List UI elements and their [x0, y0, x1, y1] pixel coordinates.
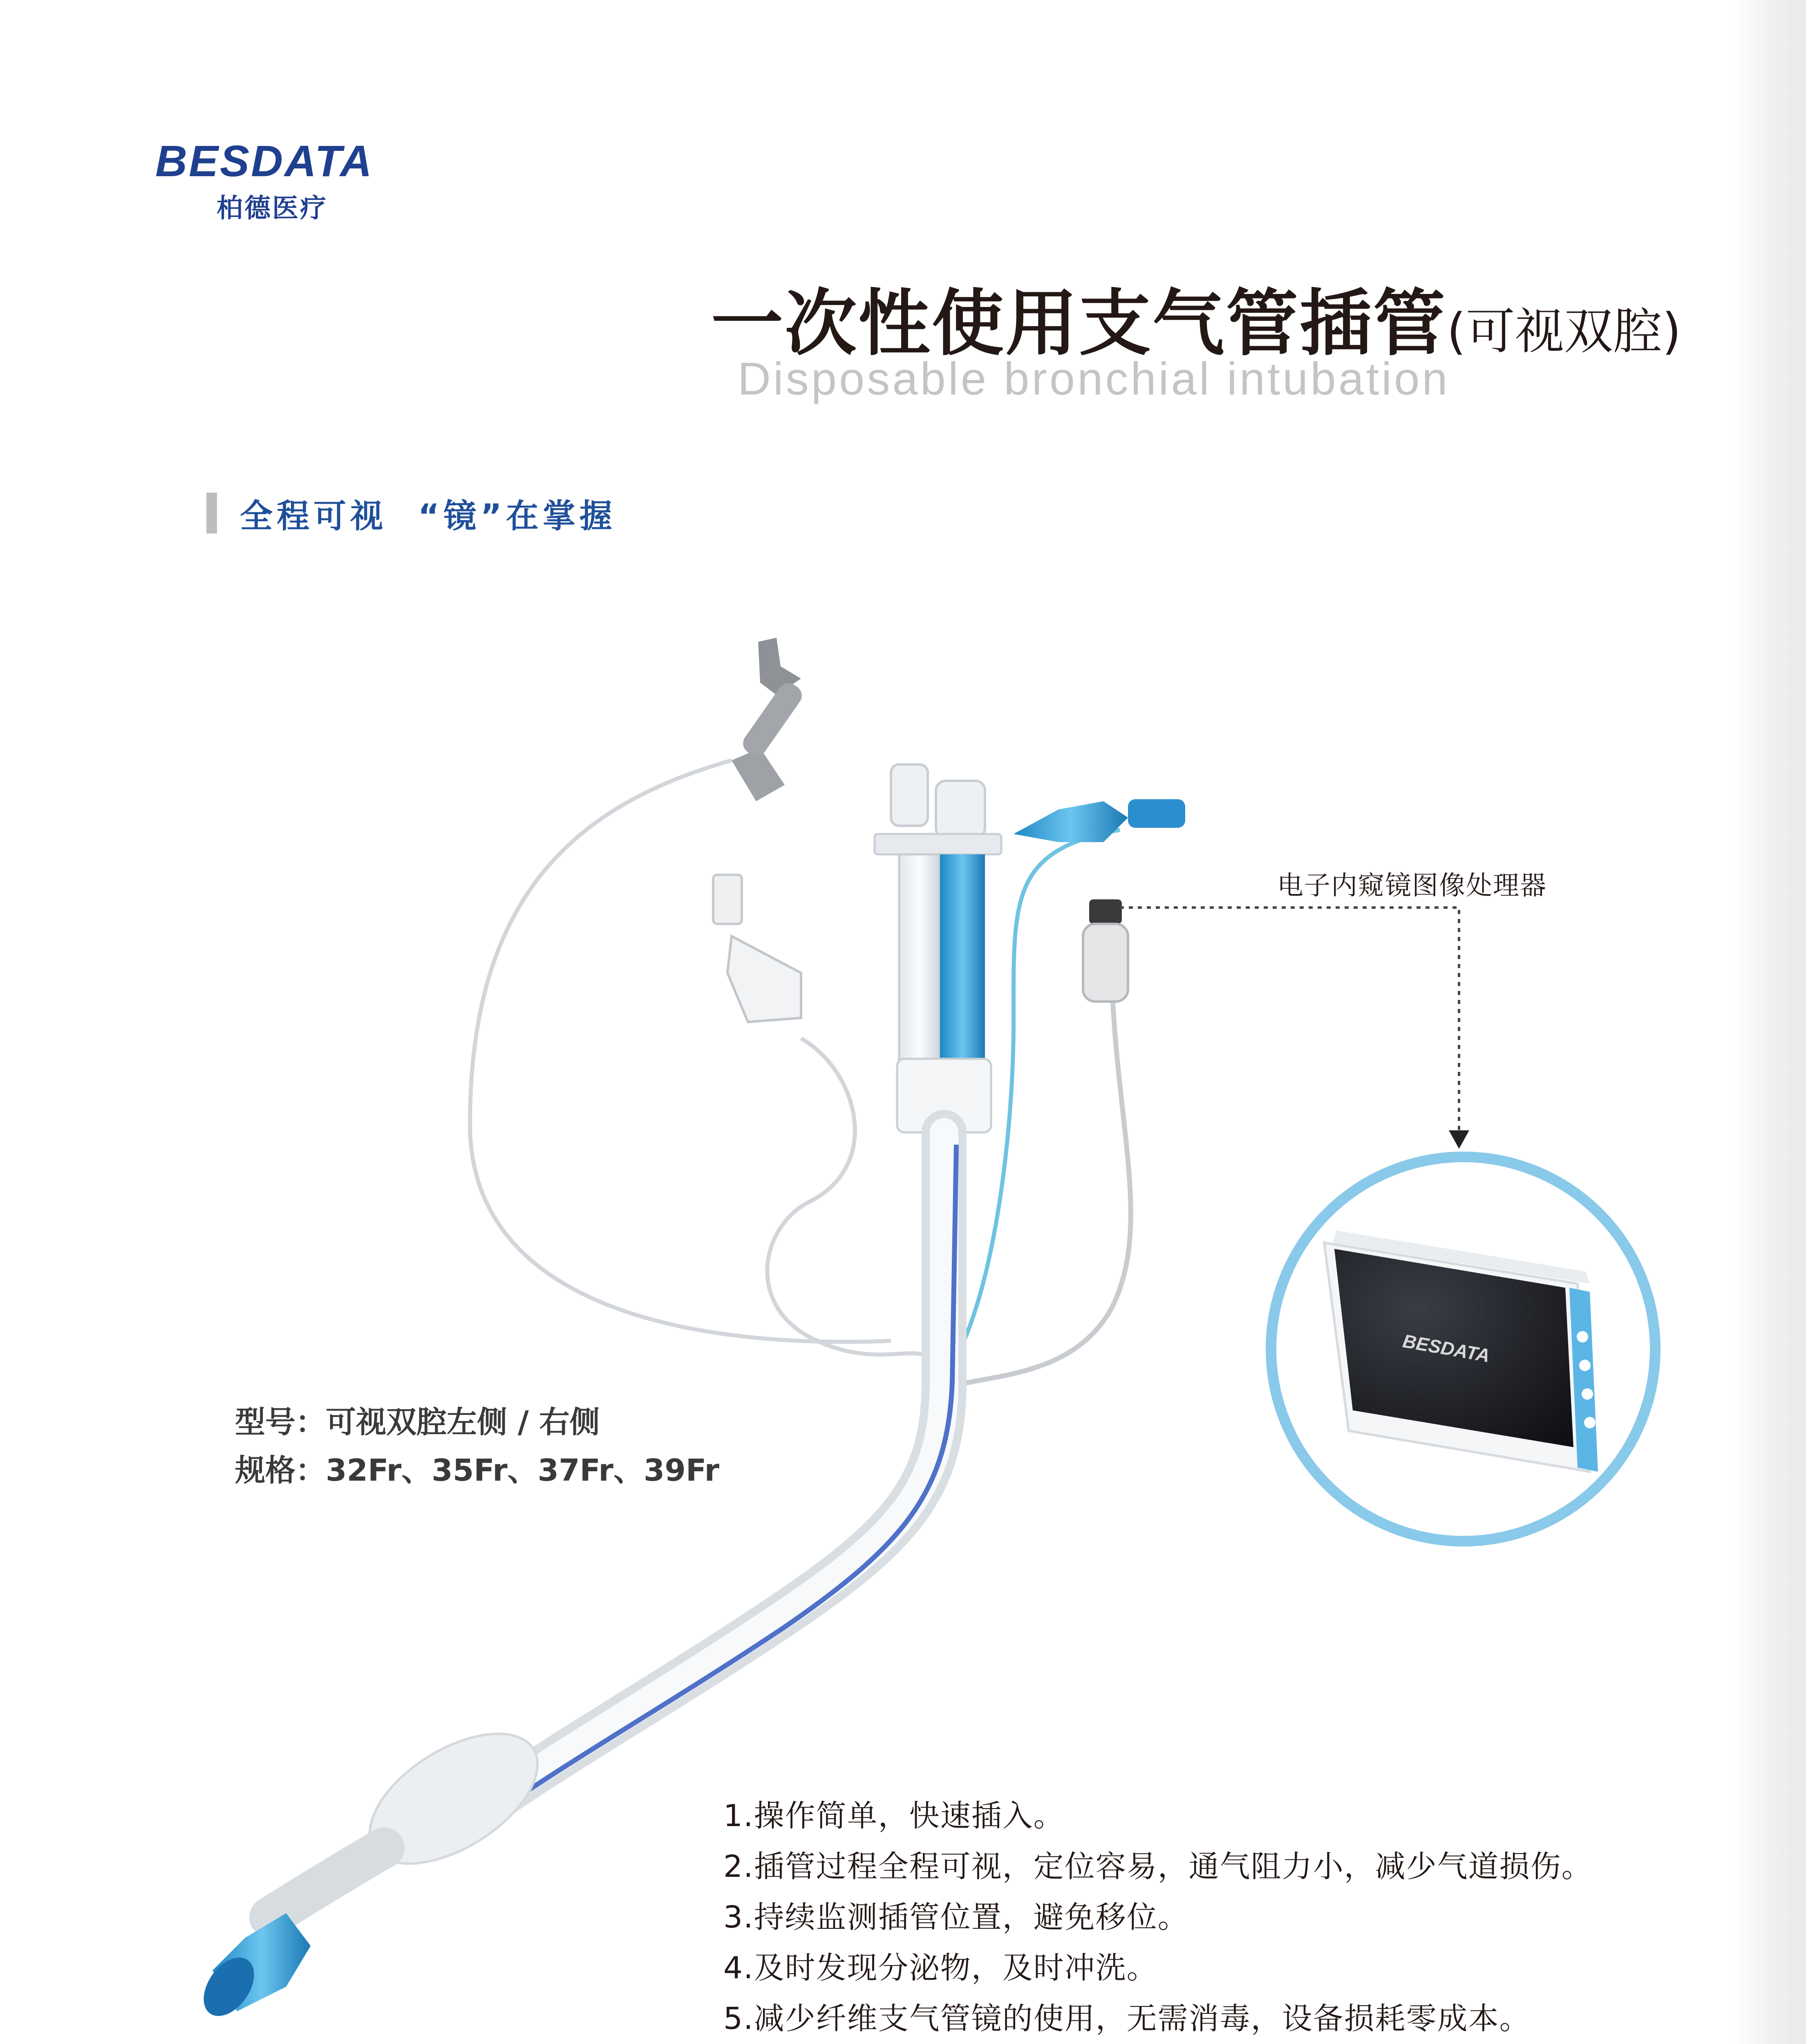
leader-arrow-icon	[1449, 1130, 1469, 1149]
logo-wordmark: BESDATA	[155, 136, 374, 186]
monitor-brand: BESDATA	[1401, 1330, 1492, 1367]
section-heading-text: 全程可视 “镜”在掌握	[240, 497, 616, 535]
feature-item: 4.及时发现分泌物，及时冲洗。	[723, 1950, 1158, 1986]
spec-block	[235, 1398, 719, 1495]
feature-item: 5.减少纤维支气管镜的使用，无需消毒，设备损耗零成本。	[723, 2001, 1531, 2036]
section-heading	[206, 491, 616, 536]
brand-logo	[155, 136, 425, 225]
feature-item: 3.持续监测插管位置，避免移位。	[723, 1900, 1189, 1935]
title-english: Disposable bronchial intubation	[738, 353, 1450, 404]
logo-chinese-name: 柏德医疗	[217, 193, 328, 224]
processor-monitor-icon	[1271, 1157, 1655, 1541]
spec-size: 规格：32Fr、35Fr、37Fr、39Fr	[235, 1453, 720, 1488]
section-bar	[206, 493, 217, 533]
title-main: 一次性使用支气管插管	[711, 282, 1447, 365]
feature-item: 2.插管过程全程可视，定位容易，通气阻力小，减少气道损伤。	[723, 1849, 1593, 1884]
spec-model: 型号：可视双腔左侧 / 右侧	[235, 1405, 600, 1440]
feature-list	[723, 1791, 1593, 2044]
processor-label: 电子内窥镜图像处理器	[1277, 871, 1547, 901]
title-sub: (可视双腔)	[1447, 303, 1681, 360]
feature-item: 1.操作简单，快速插入。	[723, 1798, 1065, 1833]
leader-line	[1120, 908, 1459, 1136]
